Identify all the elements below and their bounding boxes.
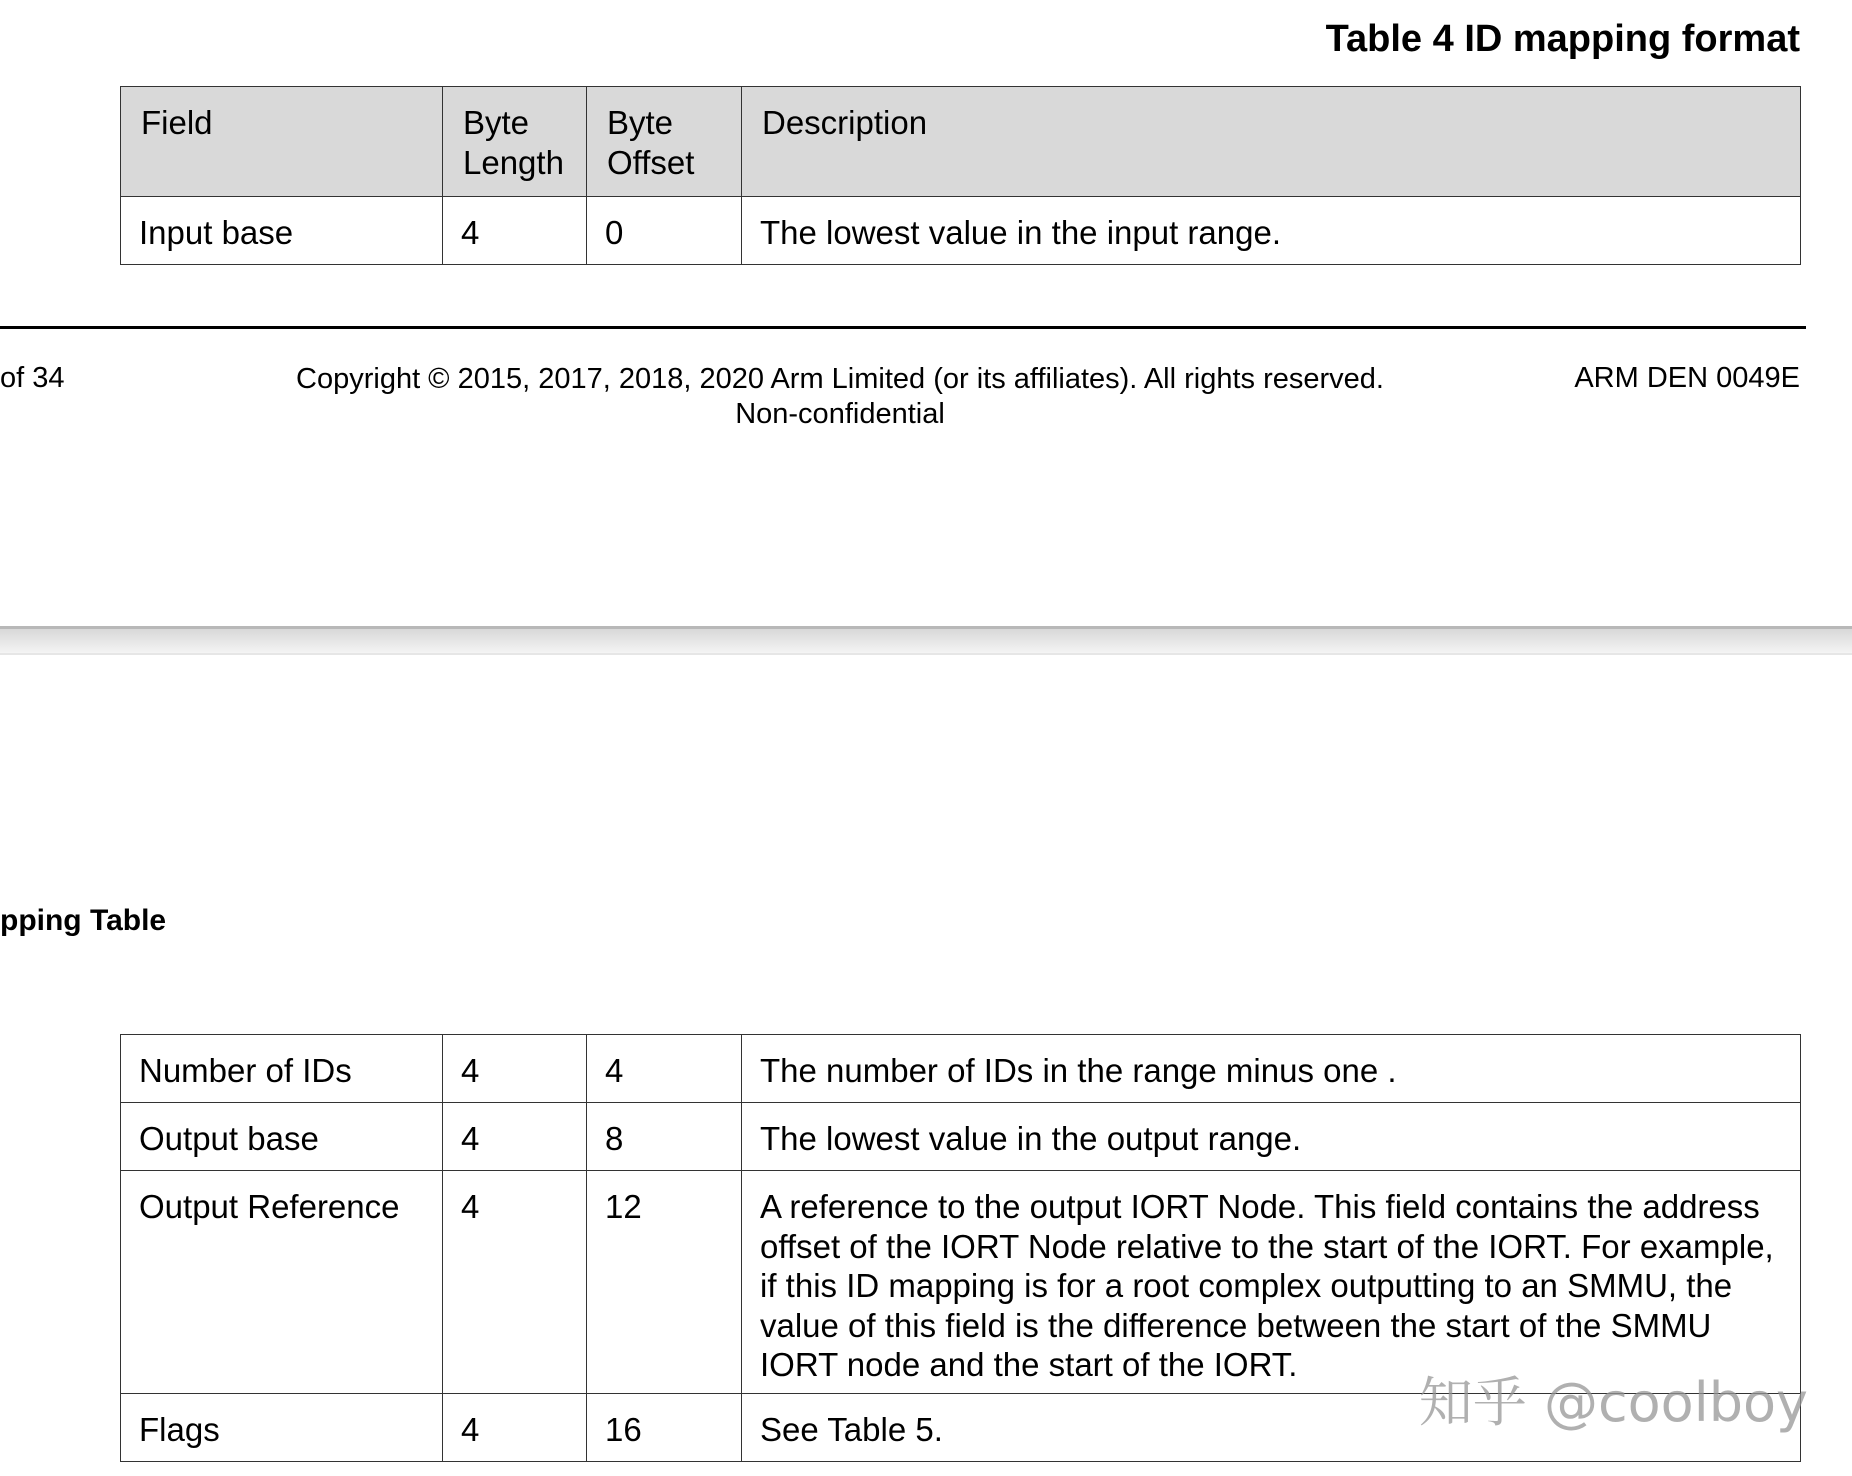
footer-copyright: Copyright © 2015, 2017, 2018, 2020 Arm Limited (or its affiliates). All rights reserved. — [296, 363, 1384, 395]
table-header-row — [121, 87, 1801, 197]
header-byte-length: Byte Length — [443, 87, 587, 197]
footer-confidentiality: Non-confidential — [735, 398, 945, 431]
cell-byte-length: 4 — [443, 1171, 587, 1394]
cell-byte-length: 4 — [443, 1035, 587, 1103]
cell-field: Output Reference — [121, 1171, 443, 1394]
page-break — [0, 629, 1852, 653]
cell-byte-offset: 8 — [587, 1103, 742, 1171]
cell-byte-length: 4 — [443, 1393, 587, 1461]
footer-copyright-block — [0, 362, 1680, 433]
cell-byte-offset: 0 — [587, 197, 742, 265]
footer-doc-id: ARM DEN 0049E — [1574, 362, 1800, 394]
section-heading: pping Table — [0, 904, 167, 937]
cell-byte-length: 4 — [443, 197, 587, 265]
page-break-edge-lower — [0, 653, 1852, 655]
table-title: Table 4 ID mapping format — [1325, 18, 1800, 60]
cell-byte-length: 4 — [443, 1103, 587, 1171]
header-description: Description — [742, 87, 1801, 197]
table-row — [121, 1103, 1801, 1171]
cell-field: Flags — [121, 1393, 443, 1461]
cell-byte-offset: 12 — [587, 1171, 742, 1394]
id-mapping-table-top — [120, 86, 1801, 265]
header-byte-offset: Byte Offset — [587, 87, 742, 197]
cell-byte-offset: 16 — [587, 1393, 742, 1461]
cell-byte-offset: 4 — [587, 1035, 742, 1103]
cell-field: Input base — [121, 197, 443, 265]
cell-field: Number of IDs — [121, 1035, 443, 1103]
cell-description: The lowest value in the output range. — [742, 1103, 1801, 1171]
table-row — [121, 1035, 1801, 1103]
header-field: Field — [121, 87, 443, 197]
footer-page-number: of 34 — [0, 362, 65, 394]
cell-description: See Table 5. — [742, 1393, 1801, 1461]
cell-field: Output base — [121, 1103, 443, 1171]
cell-description: The number of IDs in the range minus one . — [742, 1035, 1801, 1103]
footer-divider — [0, 326, 1806, 329]
watermark: 知乎 @coolboy — [1418, 1371, 1808, 1434]
cell-description: A reference to the output IORT Node. This field contains the address offset of the IORT Node relative to the start of the IORT. For example, if this ID mapping is for a root complex outputting to an SMMU, the value of this field is the difference between the start of the SMMU IORT node and the start of the IORT. — [742, 1171, 1801, 1394]
cell-description: The lowest value in the input range. — [742, 197, 1801, 265]
table-row — [121, 197, 1801, 265]
